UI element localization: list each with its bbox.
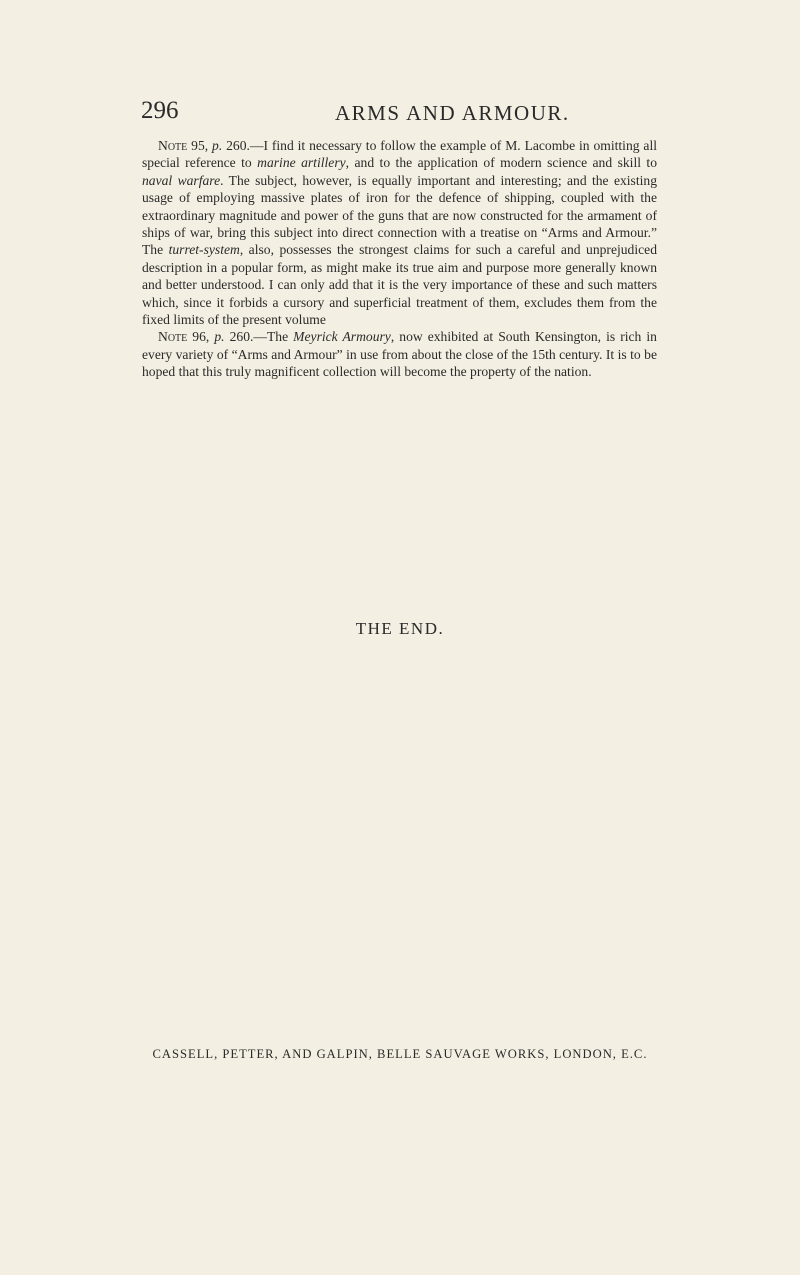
italic-term: marine artillery <box>257 155 346 171</box>
italic-term: Meyrick Armoury <box>293 329 391 345</box>
note-label: Note <box>158 138 188 153</box>
running-head: ARMS AND ARMOUR. <box>335 101 570 125</box>
page-abbreviation: p. <box>212 138 223 153</box>
note-number: 95, <box>187 138 213 153</box>
note-label: Note <box>158 329 188 345</box>
note-95 <box>142 137 657 328</box>
note-text: , now exhibited at South Kensington, is rich in every variety of “Arms and Armour” in use from about the close of the 15th century. It is to be hoped that this truly magnificent collection will become the property of the nation. <box>142 329 657 380</box>
note-number: 96, <box>187 329 215 345</box>
note-text: 260.—The <box>224 329 294 345</box>
the-end-heading: THE END. <box>355 619 445 638</box>
note-text: . The subject, however, is equally important and interesting; and the existing usage of employing massive plates of iron for the defence of shipping, coupled with the extraordinary magnitude and power of the guns that are now constructed for the armament of ships of war, bring this subject into direct connection with a treatise on “Arms and Armour.” The <box>142 172 657 258</box>
note-text: , and to the application of modern science and skill to <box>345 155 657 171</box>
note-text: , also, possesses the strongest claims for such a careful and unprejudiced description in a popular form, as might make its true aim and purpose more generally known and better understood. I can only add that it is the very importance of these and such matters which, since it forbids a cursory and superficial treatment of them, excludes them from the fixed limits of the present volume <box>142 242 657 328</box>
printer-imprint: CASSELL, PETTER, AND GALPIN, BELLE SAUVAGE WORKS, LONDON, E.C. <box>152 1047 648 1061</box>
italic-term: turret-system <box>168 242 240 258</box>
italic-term: naval warfare <box>142 172 221 188</box>
notes-body <box>142 137 657 381</box>
page-abbreviation: p. <box>214 329 225 345</box>
page-number: 296 <box>141 97 179 124</box>
note-text: 260.—I find it necessary to follow the example of M. Lacombe in omitting all special reference to <box>142 138 657 171</box>
note-96 <box>142 328 657 380</box>
